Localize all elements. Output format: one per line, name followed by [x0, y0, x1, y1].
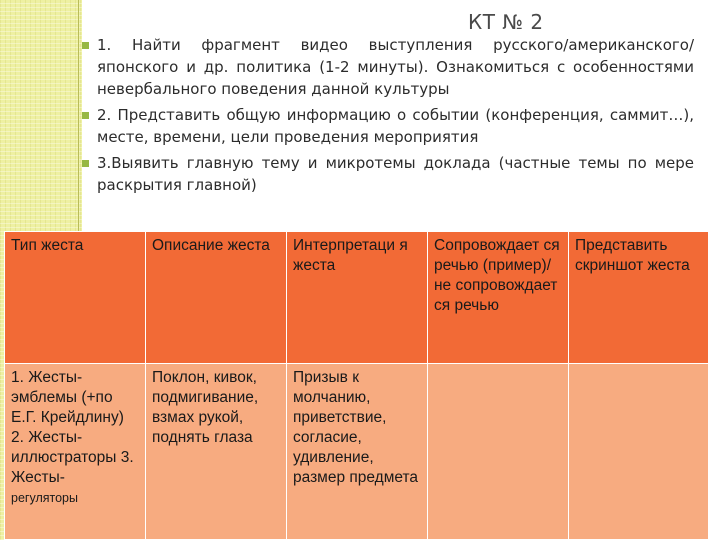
table-header-row: [5, 232, 709, 364]
header-gesture-interpretation: Интерпретаци я жеста: [287, 232, 428, 364]
cell-gesture-type: [5, 364, 146, 540]
slide-title: КТ № 2: [468, 10, 544, 34]
gesture-type-tail: регуляторы: [11, 491, 78, 505]
cell-gesture-interpretation: Призыв к молчанию, приветствие, согласие, удивление, размер предмета: [287, 364, 428, 540]
header-speech-accompaniment: Сопровождает ся речью (пример)/не сопровождает ся речью: [428, 232, 569, 364]
task-item-text: 3.Выявить главную тему и микротемы доклада (частные темы по мере раскрытия главной): [97, 154, 694, 194]
task-item-1: [82, 34, 694, 100]
gesture-analysis-table: [4, 231, 709, 540]
table-row: [5, 364, 709, 540]
cell-gesture-description: Поклон, кивок, подмигивание, взмах рукой, поднять глаза: [146, 364, 287, 540]
cell-speech-accompaniment: [428, 364, 569, 540]
header-gesture-description: Описание жеста: [146, 232, 287, 364]
task-item-2: [82, 104, 694, 148]
header-gesture-type: Тип жеста: [5, 232, 146, 364]
task-item-3: [82, 152, 694, 196]
task-list: [82, 34, 694, 200]
square-bullet-icon: [82, 112, 89, 119]
task-item-text: 2. Представить общую информацию о событии (конференция, саммит…), месте, времени, цели проведения мероприятия: [97, 106, 694, 146]
gesture-type-list: 1. Жесты-эмблемы (+по Е.Г. Крейдлину) 2. Жесты-иллюстраторы 3. Жесты-: [11, 369, 134, 486]
task-item-text: 1. Найти фрагмент видео выступления русского/американского/японского и др. политика (1-2 минуты). Ознакомиться с особенностями невербального поведения данной культуры: [97, 36, 694, 98]
header-screenshot: Представить скриншот жеста: [569, 232, 709, 364]
square-bullet-icon: [82, 42, 89, 49]
square-bullet-icon: [82, 160, 89, 167]
cell-screenshot: [569, 364, 709, 540]
